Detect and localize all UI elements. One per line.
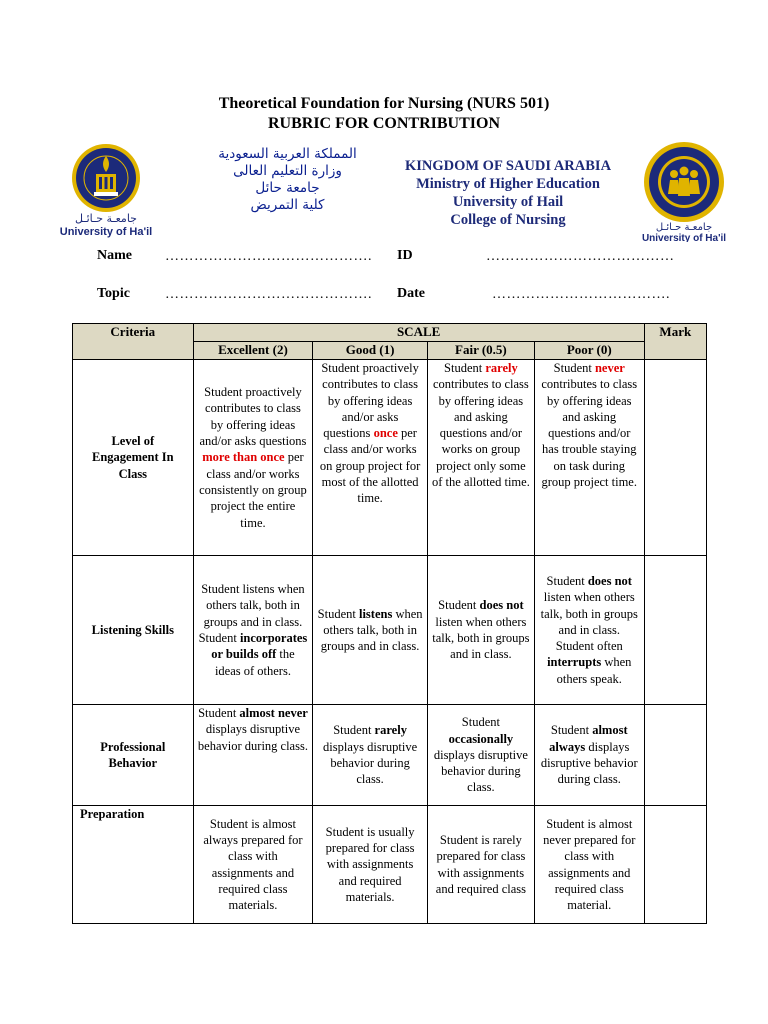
cell-emphasis: almost always — [549, 723, 628, 754]
rubric-cell: Student is usually prepared for class with assignments and required materials. — [313, 806, 428, 924]
university-of-hail-logo — [52, 140, 160, 238]
rubric-cell — [193, 360, 313, 556]
cell-emphasis: incorporates or builds off — [211, 631, 308, 662]
cell-text: per class and/or works on group project for most of the allotted time. — [319, 426, 421, 506]
criteria-cell: Preparation — [73, 806, 194, 924]
cell-emphasis: almost never — [239, 706, 308, 720]
cell-emphasis: rarely — [374, 723, 407, 738]
rubric-cell — [193, 705, 313, 806]
rubric-cell — [534, 705, 644, 806]
topic-label: Topic — [97, 286, 130, 301]
document-title-block — [0, 94, 768, 134]
level-poor: Poor (0) — [534, 342, 644, 360]
arabic-line: وزارة التعليم العالى — [233, 163, 342, 179]
rubric-cell — [313, 556, 428, 705]
scale-header: SCALE — [193, 324, 644, 342]
cell-emphasis: interrupts — [547, 655, 602, 670]
arabic-line: المملكة العربية السعودية — [218, 146, 357, 162]
right-logo-english: University of Ha'il — [641, 233, 727, 242]
cell-text: Student proactively contributes to class by offering ideas and/or asks questions — [199, 385, 307, 449]
date-label: Date — [397, 286, 425, 301]
english-header — [392, 157, 624, 229]
table-row — [73, 806, 707, 924]
arabic-header — [200, 146, 375, 214]
cell-text: Student — [198, 706, 240, 720]
cell-text: Student listens when others talk, both in groups and in class. Student — [198, 582, 305, 645]
level-excellent: Excellent (2) — [193, 342, 313, 360]
arabic-line: جامعة حائل — [255, 180, 320, 196]
table-row — [73, 705, 707, 806]
level-fair: Fair (0.5) — [427, 342, 534, 360]
cell-emphasis: never — [594, 361, 625, 375]
cell-text: displays disruptive behavior during class. — [540, 739, 638, 787]
name-field[interactable]: ……………………………………. — [165, 249, 372, 264]
rubric-cell — [534, 556, 644, 705]
mark-cell[interactable] — [644, 705, 706, 806]
mark-cell[interactable] — [644, 360, 706, 556]
cell-text: Student — [553, 361, 595, 375]
criteria-cell: Listening Skills — [73, 556, 194, 705]
cell-emphasis: does not — [479, 598, 524, 613]
criteria-cell: Level of Engagement In Class — [73, 360, 194, 556]
english-line: Ministry of Higher Education — [416, 176, 600, 192]
english-line: KINGDOM OF SAUDI ARABIA — [404, 158, 612, 174]
cell-text: per class and/or works consistently on group project the entire time. — [199, 450, 307, 530]
rubric-cell: Student is almost always prepared for class with assignments and required class materials. — [193, 806, 313, 924]
table-row — [73, 360, 707, 556]
rubric-cell — [534, 360, 644, 556]
cell-text: Student — [546, 573, 588, 588]
rubric-cell — [427, 556, 534, 705]
cell-text: when others speak. — [556, 655, 632, 686]
english-line: College of Nursing — [450, 212, 566, 228]
cell-text: displays disruptive behavior during class. — [433, 747, 528, 795]
cell-text: Student — [444, 361, 486, 375]
mark-header: Mark — [644, 324, 706, 360]
left-logo-arabic: جامعـة حـائـل — [75, 212, 137, 225]
rubric-cell: Student is rarely prepared for class with assignments and required class — [427, 806, 534, 924]
id-label: ID — [397, 248, 413, 263]
rubric-cell — [193, 556, 313, 705]
cell-text: contributes to class by offering ideas and asking questions and/or has trouble staying on task during group project time. — [541, 377, 638, 490]
date-field[interactable]: ………………………………. — [492, 287, 670, 302]
left-logo-english: University of Ha'il — [59, 226, 153, 238]
arabic-line: كلية التمريض — [250, 197, 325, 213]
cell-text: Student proactively contributes to class by offering ideas and/or asks questions — [321, 361, 419, 441]
rubric-cell — [313, 360, 428, 556]
mark-cell[interactable] — [644, 806, 706, 924]
name-label: Name — [97, 248, 132, 263]
rubric-cell: Student is almost never prepared for class with assignments and required class material. — [534, 806, 644, 924]
rubric-cell — [313, 705, 428, 806]
course-title: Theoretical Foundation for Nursing (NURS 501) — [218, 95, 550, 112]
cell-text: listen when others talk, both in groups and in class. Student often — [540, 590, 638, 654]
cell-emphasis: once — [373, 426, 398, 441]
cell-emphasis: occasionally — [448, 731, 514, 746]
criteria-cell: Professional Behavior — [73, 705, 194, 806]
rubric-table — [72, 323, 707, 924]
cell-text: displays disruptive behavior during class. — [323, 739, 418, 787]
level-good: Good (1) — [313, 342, 428, 360]
cell-text: Student — [333, 723, 375, 738]
criteria-header: Criteria — [73, 324, 194, 360]
cell-text: when others talk, both in groups and in class. — [320, 606, 423, 654]
cell-emphasis: more than once — [202, 450, 285, 465]
rubric-cell — [427, 705, 534, 806]
cell-text: Student — [550, 723, 593, 738]
topic-field[interactable]: ……………………………………. — [165, 287, 372, 302]
cell-text: the ideas of others. — [214, 647, 295, 678]
rubric-cell — [427, 360, 534, 556]
college-of-nursing-logo — [636, 138, 732, 242]
cell-emphasis: does not — [587, 573, 632, 588]
cell-text: displays disruptive behavior during class. — [197, 722, 308, 753]
cell-text: Student — [461, 715, 500, 730]
id-field[interactable]: ………………………………… — [486, 249, 675, 264]
cell-emphasis: rarely — [485, 361, 518, 375]
mark-cell[interactable] — [644, 556, 706, 705]
english-line: University of Hail — [452, 194, 564, 210]
table-row — [73, 556, 707, 705]
cell-text: Student — [317, 606, 359, 621]
cell-text: listen when others talk, both in groups and in class. — [432, 614, 530, 662]
rubric-title: RUBRIC FOR CONTRIBUTION — [267, 115, 501, 132]
cell-emphasis: listens — [358, 606, 393, 621]
cell-text: contributes to class by offering ideas and asking questions and/or works on group project only some of the allotted time. — [431, 377, 530, 490]
cell-text: Student — [438, 598, 480, 613]
right-logo-arabic: جامعـة حـائـل — [655, 222, 713, 233]
